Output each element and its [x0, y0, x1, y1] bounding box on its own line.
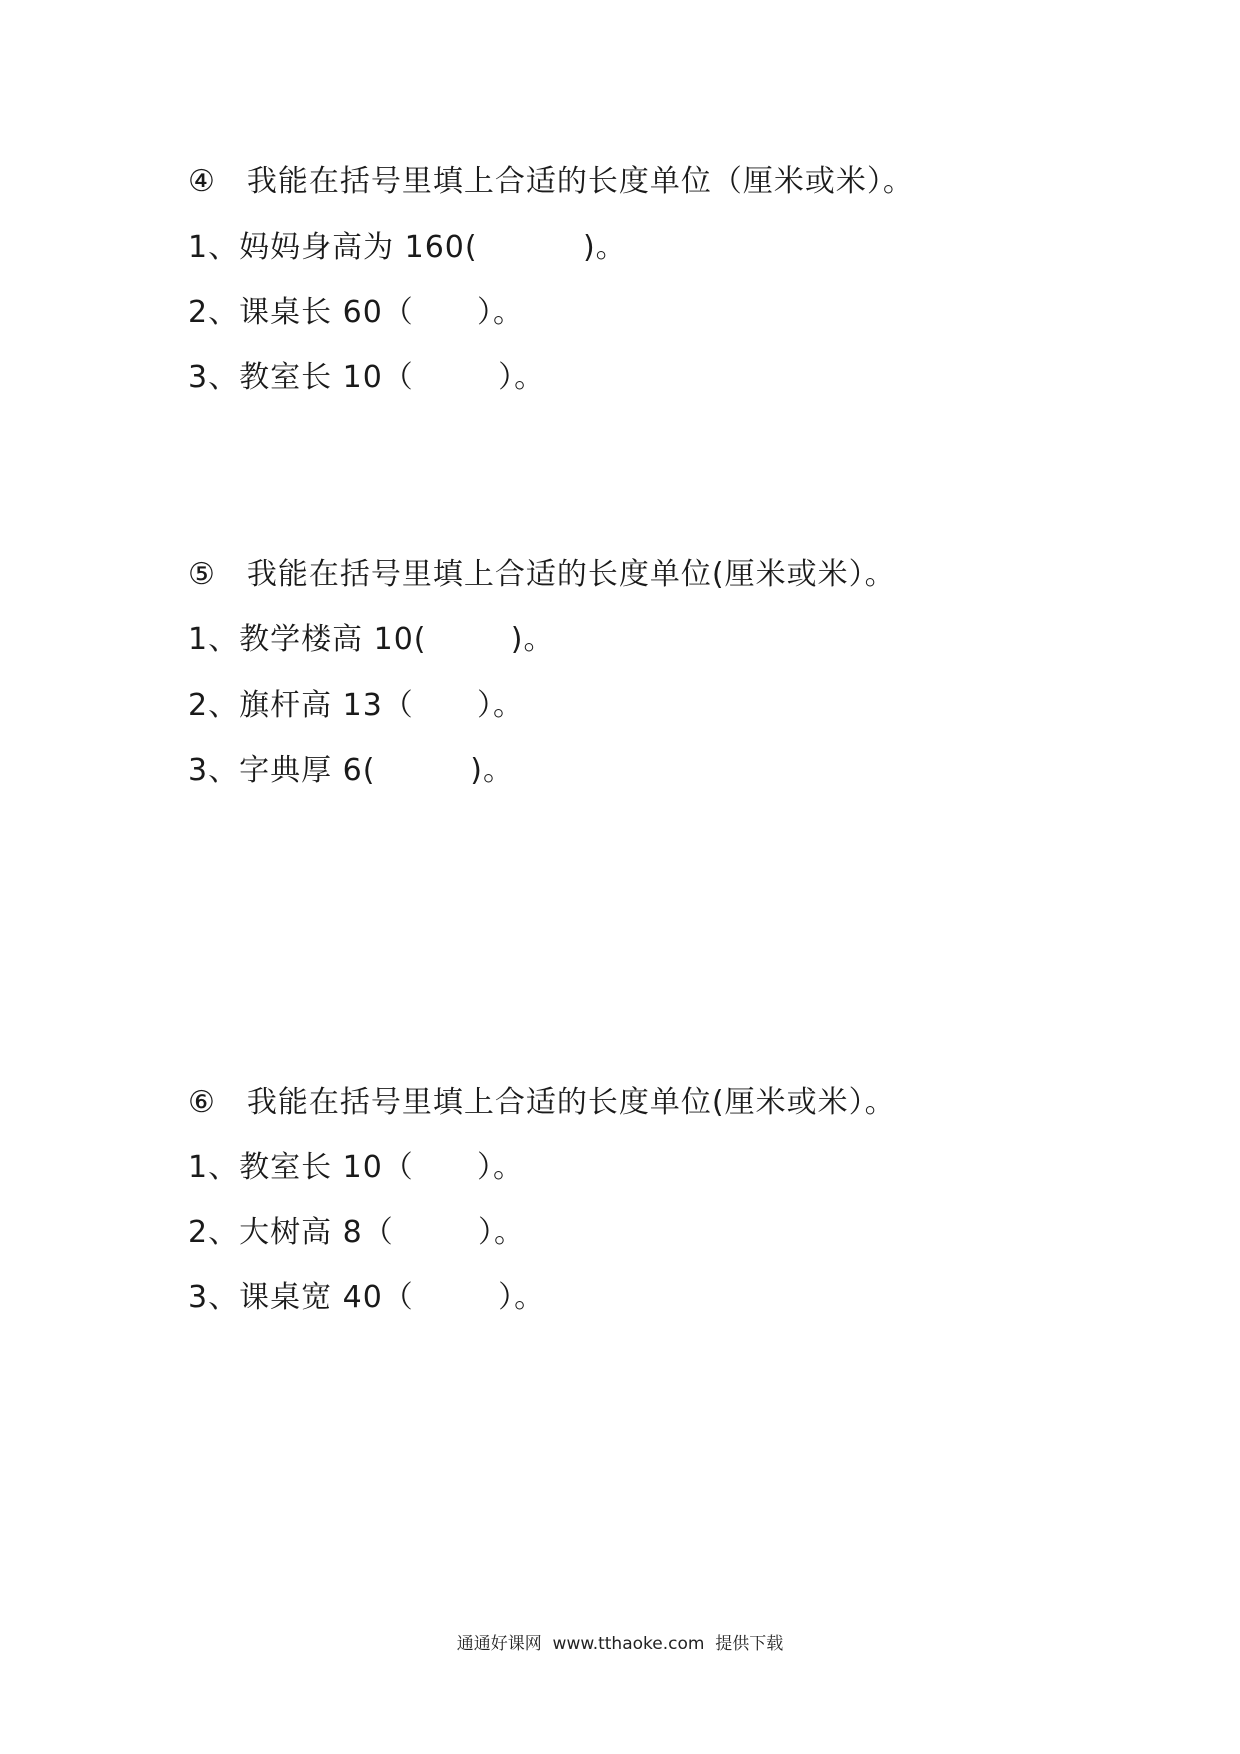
section-6-item-1: 1、教室长 10（ ）。 — [188, 1150, 525, 1185]
section-5-item-1: 1、教学楼高 10( )。 — [188, 622, 555, 657]
section-6-item-2: 2、大树高 8（ ）。 — [188, 1215, 525, 1250]
section-4-item-2: 2、课桌长 60（ ）。 — [188, 295, 525, 330]
section-6-heading: ⑥ 我能在括号里填上合适的长度单位(厘米或米）。 — [188, 1085, 896, 1120]
footer-credit: 通通好课网 www.tthaoke.com 提供下载 — [456, 1634, 784, 1654]
section-5-item-3: 3、字典厚 6( )。 — [188, 753, 514, 788]
section-6-item-3: 3、课桌宽 40（ ）。 — [188, 1280, 546, 1315]
section-4-heading: ④ 我能在括号里填上合适的长度单位（厘米或米）。 — [188, 164, 914, 199]
section-5-heading: ⑤ 我能在括号里填上合适的长度单位(厘米或米）。 — [188, 557, 896, 592]
section-4-item-3: 3、教室长 10（ ）。 — [188, 360, 546, 395]
section-5-item-2: 2、旗杆高 13（ ）。 — [188, 688, 525, 723]
section-4-item-1: 1、妈妈身高为 160( )。 — [188, 230, 627, 265]
